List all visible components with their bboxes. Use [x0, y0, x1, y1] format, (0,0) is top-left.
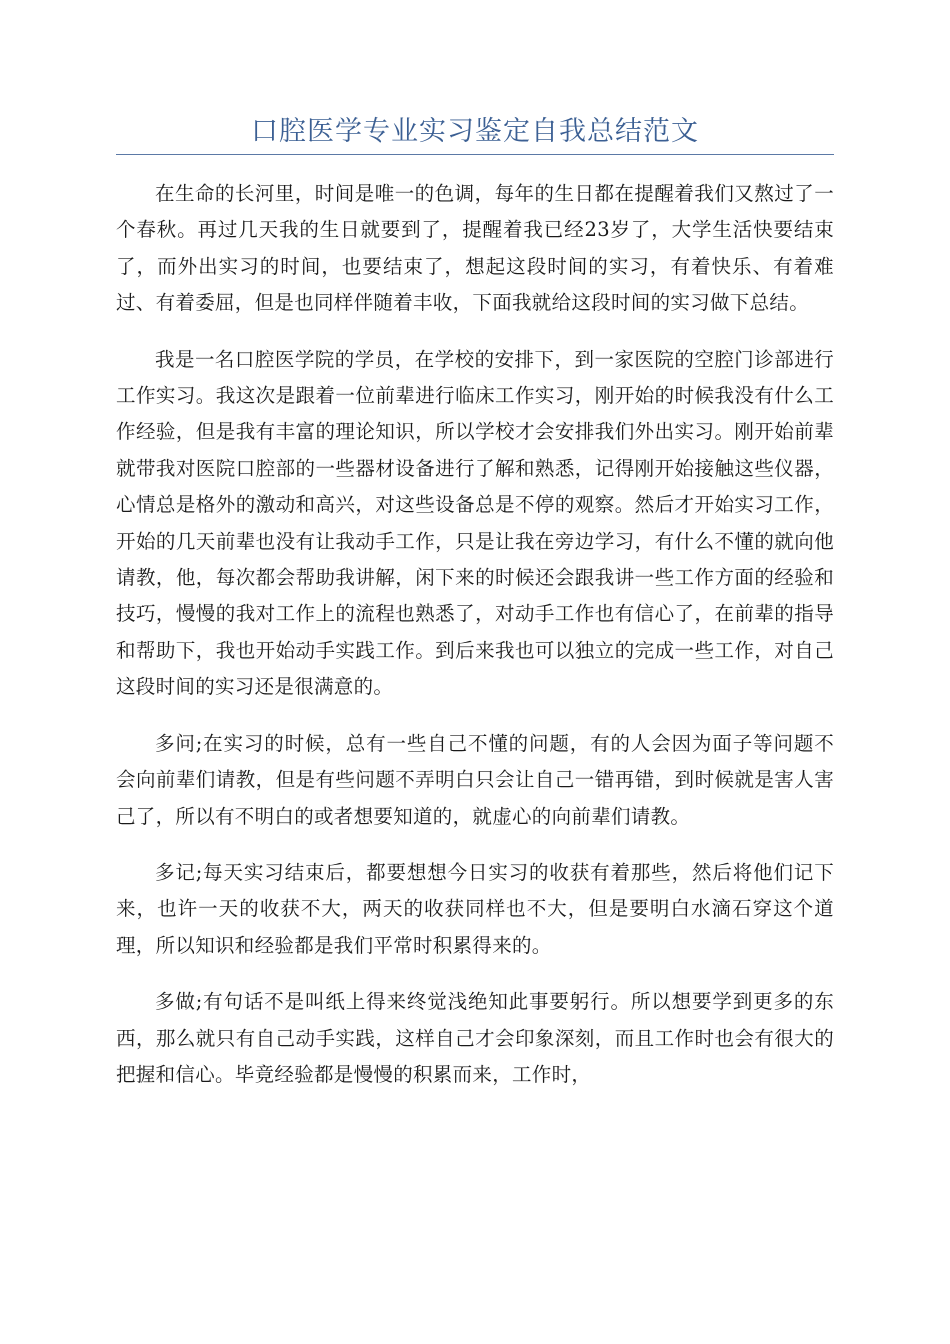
title-underline — [116, 154, 834, 155]
paragraph-ask-more: 多问;在实习的时候，总有一些自己不懂的问题，有的人会因为面子等问题不会向前辈们请教，但是有些问题不弄明白只会让自己一错再错，到时候就是害人害己了，所以有不明白的或者想要知道的，就虚心的向前辈们请教。 — [116, 731, 834, 828]
paragraph-internship-experience: 我是一名口腔医学院的学员，在学校的安排下，到一家医院的空腔门诊部进行工作实习。我这次是跟着一位前辈进行临床工作实习，刚开始的时候我没有什么工作经验，但是我有丰富的理论知识，所以学校才会安排我们外出实习。刚开始前辈就带我对医院口腔部的一些器材设备进行了解和熟悉，记得刚开始接触这些仪器，心情总是格外的激动和高兴，对这些设备总是不停的观察。然后才开始实习工作，开始的几天前辈也没有让我动手工作，只是让我在旁边学习，有什么不懂的就向他请教，他，每次都会帮助我讲解，闲下来的时候还会跟我讲一些工作方面的经验和技巧，慢慢的我对工作上的流程也熟悉了，对动手工作也有信心了，在前辈的指导和帮助下，我也开始动手实践工作。到后来我也可以独立的完成一些工作，对自己这段时间的实习还是很满意的。 — [116, 347, 834, 699]
page-title: 口腔医学专业实习鉴定自我总结范文 — [251, 116, 699, 147]
paragraph-record-more: 多记;每天实习结束后，都要想想今日实习的收获有着那些，然后将他们记下来，也许一天的收获不大，两天的收获同样也不大，但是要明白水滴石穿这个道理，所以知识和经验都是我们平常时积累得来的。 — [116, 860, 834, 957]
document-body — [116, 176, 834, 1113]
paragraph-practice-more: 多做;有句话不是叫纸上得来终觉浅绝知此事要躬行。所以想要学到更多的东西，那么就只有自己动手实践，这样自己才会印象深刻，而且工作时也会有很大的把握和信心。毕竟经验都是慢慢的积累而来，工作时， — [116, 990, 834, 1086]
paragraph-intro: 在生命的长河里，时间是唯一的色调，每年的生日都在提醒着我们又熬过了一个春秋。再过几天我的生日就要到了，提醒着我已经23岁了，大学生活快要结束了，而外出实习的时间，也要结束了，想起这段时间的实习，有着快乐、有着难过、有着委屈，但是也同样伴随着丰收，下面我就给这段时间的实习做下总结。 — [116, 182, 834, 315]
